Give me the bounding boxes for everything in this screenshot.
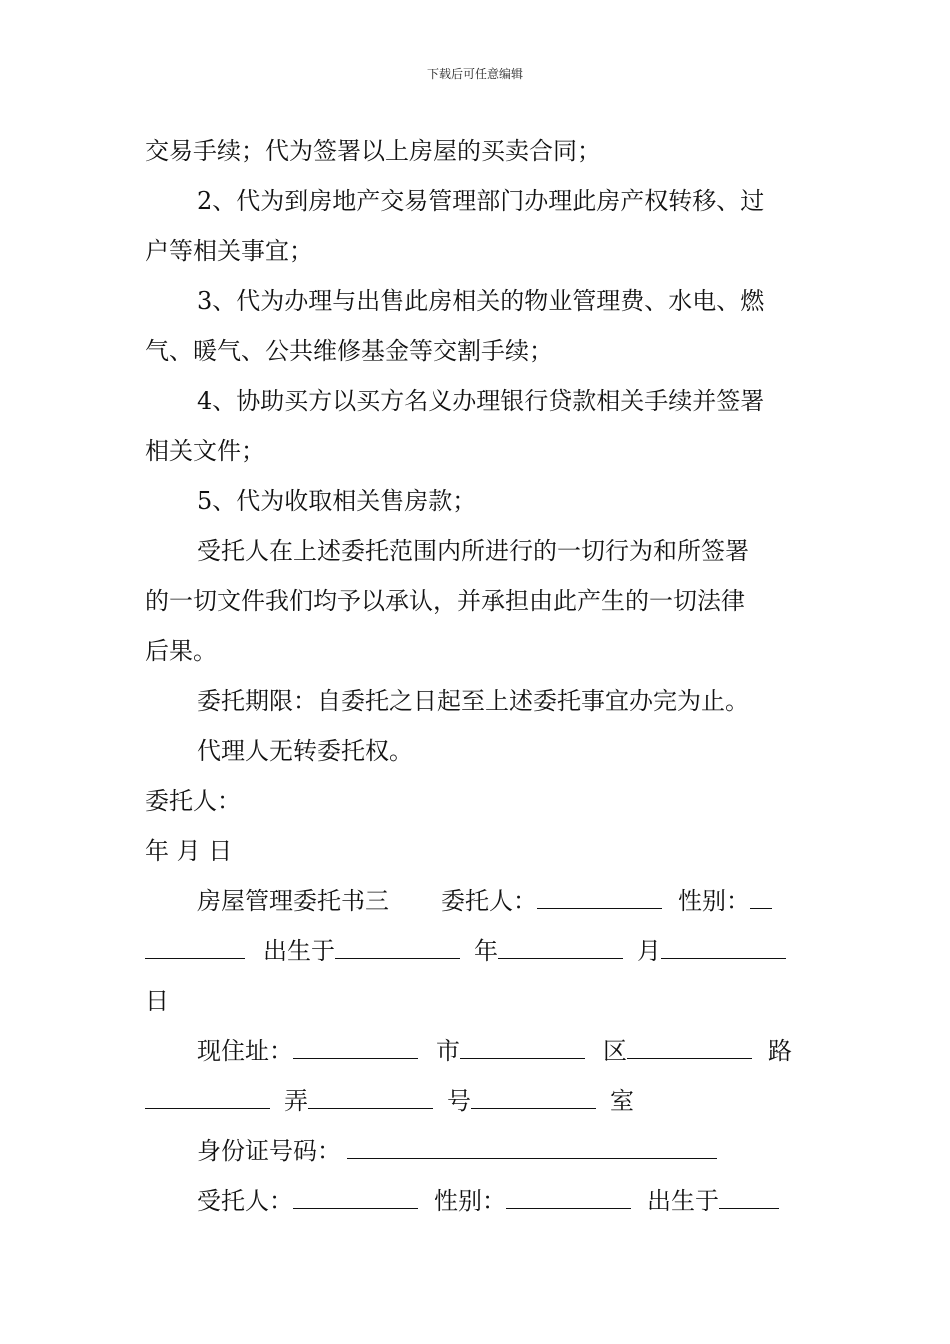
signature-date-line: 年 月 日 [145, 837, 233, 865]
paragraph-line: 交易手续；代为签署以上房屋的买卖合同； [145, 137, 601, 165]
lane-blank[interactable] [308, 1080, 433, 1109]
form-address-line [145, 1026, 807, 1076]
number-blank[interactable] [471, 1080, 596, 1109]
principal-label: 委托人： [441, 887, 537, 915]
principal-name-blank[interactable] [537, 880, 662, 909]
paragraph-line: 5、代为收取相关售房款； [197, 487, 477, 515]
paragraph-line: 2、代为到房地产交易管理部门办理此房产权转移、过 [197, 187, 765, 215]
paragraph-line: 代理人无转委托权。 [197, 737, 413, 765]
gender-blank[interactable] [750, 880, 772, 909]
page-header: 下载后可任意编辑 [426, 67, 523, 81]
agent-gender-blank[interactable] [506, 1180, 631, 1209]
paragraph-line: 的一切文件我们均予以承认，并承担由此产生的一切法律 [145, 587, 745, 615]
form-birth-line [145, 926, 807, 976]
paragraph-line: 委托期限：自委托之日起至上述委托事宜办完为止。 [197, 687, 749, 715]
form-agent-line [145, 1176, 807, 1226]
agent-birth-blank[interactable] [719, 1180, 779, 1209]
form-address-line-2 [145, 1076, 807, 1126]
year-label: 年 [474, 937, 498, 965]
road-label: 路 [768, 1037, 792, 1065]
lane-label: 弄 [284, 1087, 308, 1115]
district-label: 区 [603, 1037, 627, 1065]
birth-day-blank[interactable] [661, 930, 786, 959]
address-label: 现住址： [197, 1037, 293, 1065]
agent-born-label: 出生于 [647, 1187, 719, 1215]
signature-principal-line: 委托人： [145, 787, 241, 815]
road-blank[interactable] [145, 1080, 270, 1109]
paragraph-line: 气、暖气、公共维修基金等交割手续； [145, 337, 553, 365]
birth-month-blank[interactable] [498, 930, 623, 959]
gender-label: 性别： [678, 887, 750, 915]
paragraph-line: 相关文件； [145, 437, 265, 465]
city-label: 市 [436, 1037, 460, 1065]
agent-gender-label: 性别： [434, 1187, 506, 1215]
address-blank[interactable] [293, 1030, 418, 1059]
paragraph-line: 户等相关事宜； [145, 237, 313, 265]
born-label: 出生于 [263, 937, 335, 965]
paragraph-line: 4、协助买方以买方名义办理银行贷款相关手续并签署 [197, 387, 765, 415]
number-label: 号 [447, 1087, 471, 1115]
form-title: 房屋管理委托书三 [197, 887, 389, 915]
form-day-line: 日 [145, 987, 169, 1015]
agent-name-blank[interactable] [293, 1180, 418, 1209]
document-body [145, 126, 807, 1226]
paragraph-line: 受托人在上述委托范围内所进行的一切行为和所签署 [197, 537, 749, 565]
birth-year-blank[interactable] [335, 930, 460, 959]
month-label: 月 [637, 937, 661, 965]
form-id-line [145, 1126, 807, 1176]
gender-blank-continued[interactable] [145, 930, 245, 959]
paragraph-line: 后果。 [145, 637, 217, 665]
district-blank[interactable] [627, 1030, 752, 1059]
id-number-blank[interactable] [347, 1130, 717, 1159]
id-label: 身份证号码： [197, 1137, 341, 1165]
form-principal-line [145, 876, 807, 926]
paragraph-line: 3、代为办理与出售此房相关的物业管理费、水电、燃 [197, 287, 765, 315]
room-label: 室 [610, 1087, 634, 1115]
city-blank[interactable] [460, 1030, 585, 1059]
agent-label: 受托人： [197, 1187, 293, 1215]
